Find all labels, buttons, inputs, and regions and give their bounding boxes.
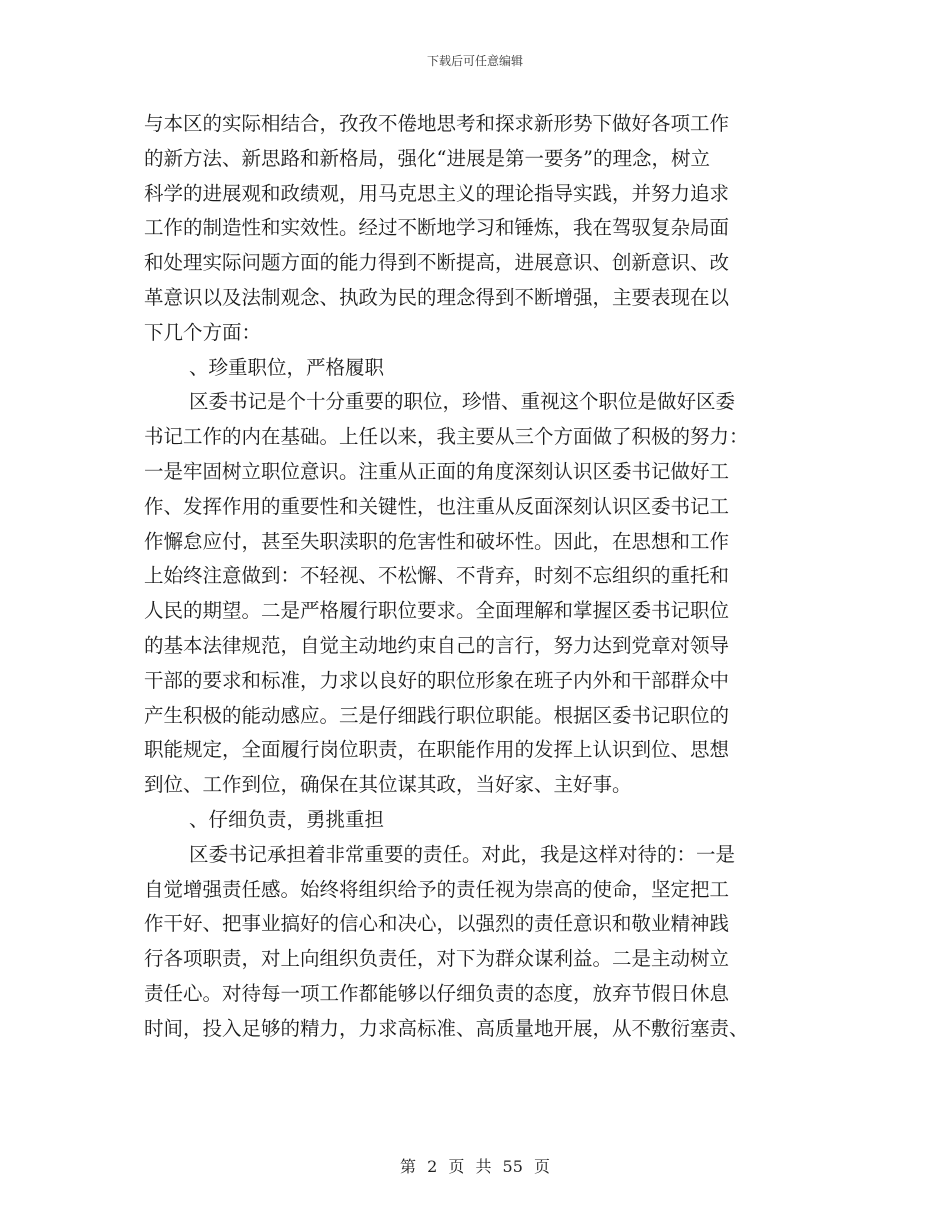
text-line: 区委书记是个十分重要的职位，珍惜、重视这个职位是做好区委: [189, 390, 736, 414]
page-header: 下载后可任意编辑: [426, 54, 523, 68]
text-line: 时间，投入足够的精力，力求高标准、高质量地开展，从不敷衍塞责、: [144, 1016, 749, 1040]
text-line: 的基本法律规范，自觉主动地约束自己的言行，努力达到党章对领导: [144, 633, 730, 657]
text-line: 责任心。对待每一项工作都能够以仔细负责的态度，放弃节假日休息: [144, 981, 730, 1005]
text-line: 职能规定，全面履行岗位职责，在职能作用的发挥上认识到位、思想: [144, 738, 730, 762]
text-line: 的新方法、新思路和新格局，强化“进展是第一要务”的理念，树立: [144, 146, 710, 170]
text-line: 作、发挥作用的重要性和关键性，也注重从反面深刻认识区委书记工: [144, 494, 730, 518]
section-heading: 、仔细负责，勇挑重担: [189, 807, 385, 831]
text-line: 产生积极的能动感应。三是仔细践行职位职能。根据区委书记职位的: [144, 703, 730, 727]
text-line: 干部的要求和标准，力求以良好的职位形象在班子内外和干部群众中: [144, 668, 730, 692]
text-line: 一是牢固树立职位意识。注重从正面的角度深刻认识区委书记做好工: [144, 459, 730, 483]
text-line: 与本区的实际相结合，孜孜不倦地思考和探求新形势下做好各项工作: [144, 112, 730, 135]
document-body: [144, 107, 804, 1047]
text-line: 区委书记承担着非常重要的责任。对此，我是这样对待的：一是: [189, 842, 736, 866]
page-number: 第 2 页 共 55 页: [400, 1157, 550, 1176]
text-line: 作懈怠应付，甚至失职渎职的危害性和破坏性。因此，在思想和工作: [144, 529, 730, 553]
text-line: 和处理实际问题方面的能力得到不断提高，进展意识、创新意识、改: [144, 251, 730, 275]
text-line: 上始终注意做到：不轻视、不松懈、不背弃，时刻不忘组织的重托和: [144, 564, 730, 588]
text-line: 行各项职责，对上向组织负责任，对下为群众谋利益。二是主动树立: [144, 947, 730, 971]
text-line: 作干好、把事业搞好的信心和决心，以强烈的责任意识和敬业精神践: [144, 912, 730, 936]
text-line: 下几个方面：: [144, 320, 262, 344]
text-line: 科学的进展观和政绩观，用马克思主义的理论指导实践，并努力追求: [144, 181, 730, 205]
text-line: 人民的期望。二是严格履行职位要求。全面理解和掌握区委书记职位: [144, 599, 730, 623]
text-line: 自觉增强责任感。始终将组织给予的责任视为崇高的使命，坚定把工: [144, 877, 730, 901]
text-line: 书记工作的内在基础。上任以来，我主要从三个方面做了积极的努力：: [144, 425, 749, 449]
text-line: 工作的制造性和实效性。经过不断地学习和锤炼，我在驾驭复杂局面: [144, 216, 730, 240]
text-line: 到位、工作到位，确保在其位谋其政，当好家、主好事。: [144, 773, 632, 797]
text-line: 革意识以及法制观念、执政为民的理念得到不断增强，主要表现在以: [144, 285, 730, 309]
section-heading: 、珍重职位，严格履职: [189, 355, 385, 379]
